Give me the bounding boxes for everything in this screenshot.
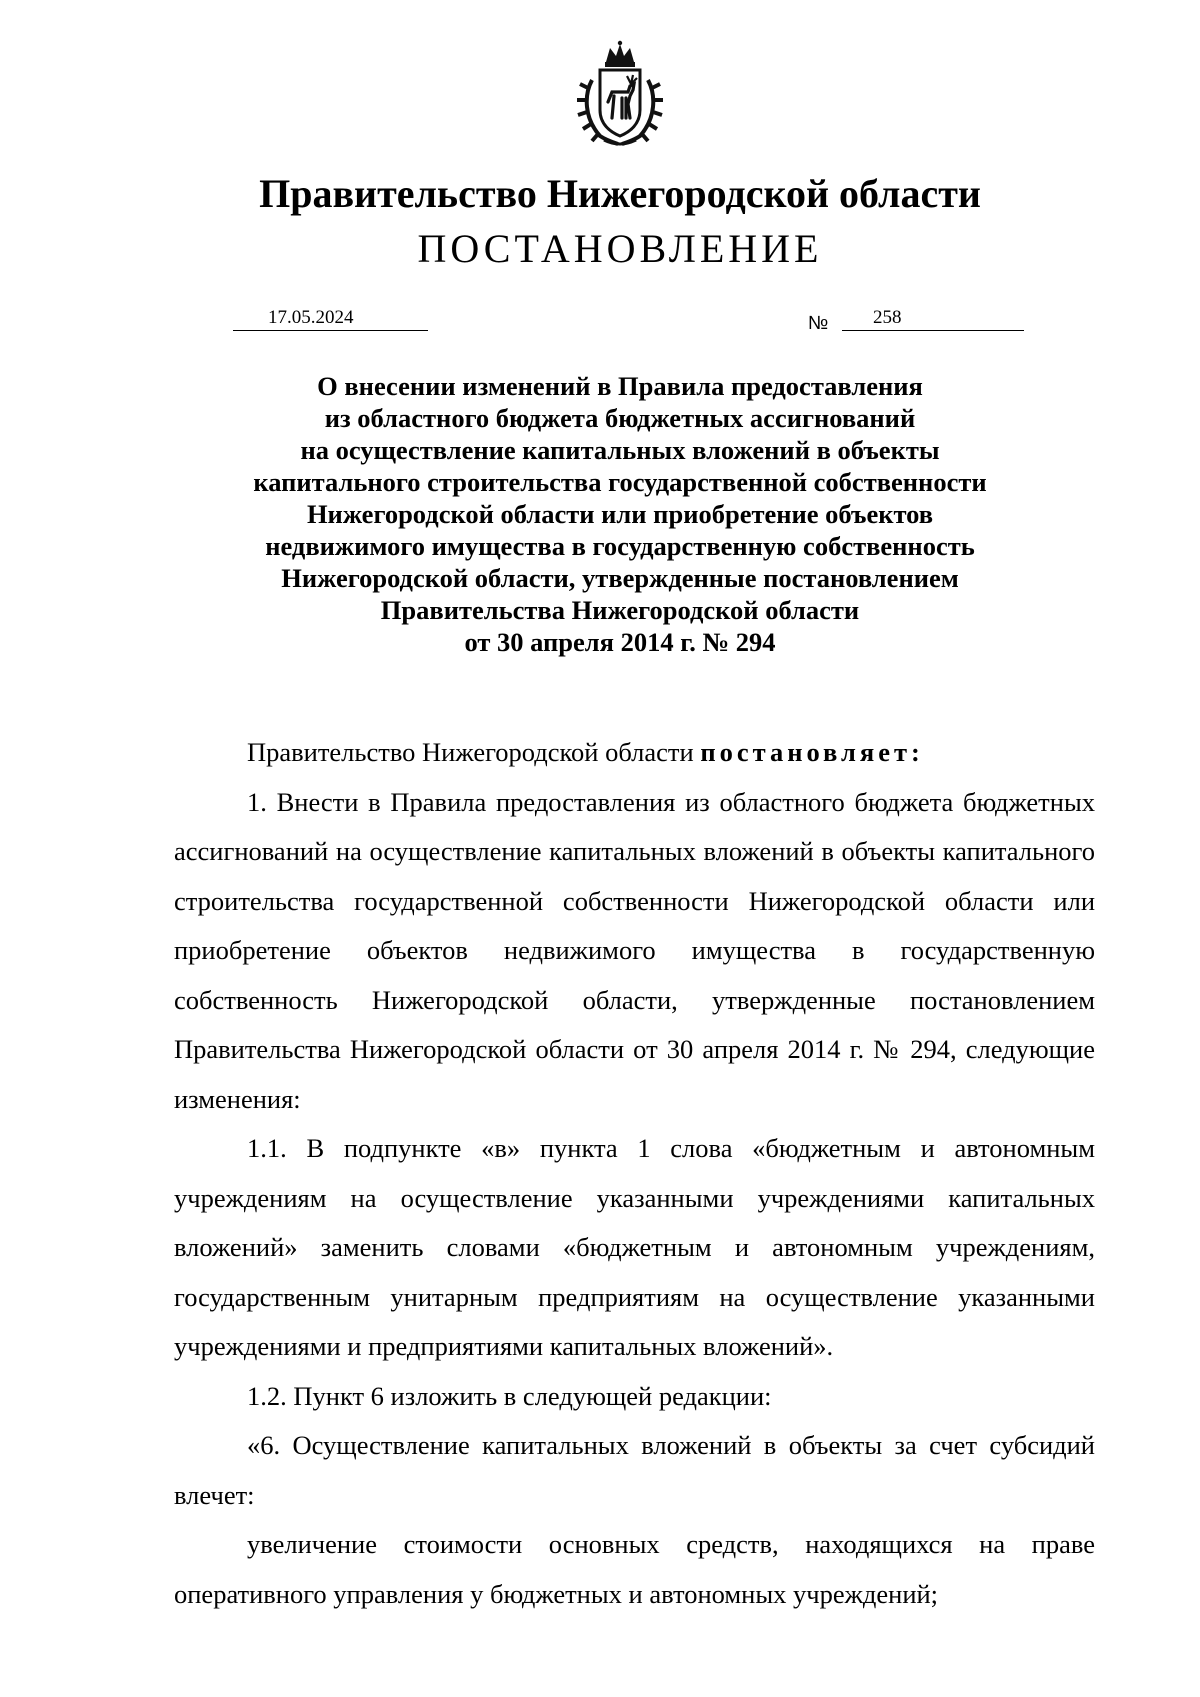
- subject-line: Нижегородской области или приобретение объектов: [306, 499, 934, 529]
- number-sign: №: [808, 313, 829, 334]
- body-paragraph: 1.1. В подпункте «в» пункта 1 слова «бюджетным и автономным учреждениям на осуществление указанными учреждениями капитальных вложений» заменить словами «бюджетным и автономным учреждениям, государственным унитарным предприятиям на осуществление указанными учреждениями и предприятиями капитальных вложений».: [174, 1133, 1095, 1361]
- subject-line: капитального строительства государственной собственности: [253, 467, 987, 497]
- document-subject: [200, 370, 1040, 658]
- subject-line: Нижегородской области, утвержденные постановлением: [281, 563, 959, 593]
- body-paragraph: 1. Внести в Правила предоставления из областного бюджета бюджетных ассигнований на осуществление капитальных вложений в объекты капитального строительства государственной собственности Нижегородской области или приобретение объектов недвижимого имущества в государственную собственность Нижегородской области, утвержденные постановлением Правительства Нижегородской области от 30 апреля 2014 г. № 294, следующие изменения:: [174, 786, 1095, 1114]
- document-number: 258: [873, 307, 902, 328]
- subject-line: на осуществление капитальных вложений в объекты: [300, 435, 940, 465]
- date-underline: [233, 330, 428, 331]
- subject-line: Правительства Нижегородской области: [380, 595, 860, 625]
- body-paragraph: увеличение стоимости основных средств, находящихся на праве оперативного управления у бюджетных и автономных учреждений;: [174, 1529, 1095, 1609]
- enacting-prefix: Правительство Нижегородской области: [247, 737, 701, 767]
- subject-line: недвижимого имущества в государственную собственность: [265, 531, 975, 561]
- body-paragraph: 1.2. Пункт 6 изложить в следующей редакции:: [247, 1380, 772, 1411]
- document-date: 17.05.2024: [268, 307, 354, 328]
- number-underline: [842, 330, 1024, 331]
- enacting-keyword: постановляет:: [700, 737, 924, 767]
- organization-title: Правительство Нижегородской области: [259, 171, 981, 216]
- subject-line: от 30 апреля 2014 г. № 294: [464, 627, 776, 657]
- body-paragraph: «6. Осуществление капитальных вложений в объекты за счет субсидий влечет:: [174, 1430, 1095, 1510]
- subject-line: из областного бюджета бюджетных ассигнований: [324, 403, 916, 433]
- document-body: [174, 728, 1095, 1619]
- enacting-clause: [174, 728, 1095, 778]
- subject-line: О внесении изменений в Правила предоставления: [317, 371, 923, 401]
- coat-of-arms-icon: [570, 40, 670, 150]
- document-type: ПОСТАНОВЛЕНИЕ: [417, 226, 823, 271]
